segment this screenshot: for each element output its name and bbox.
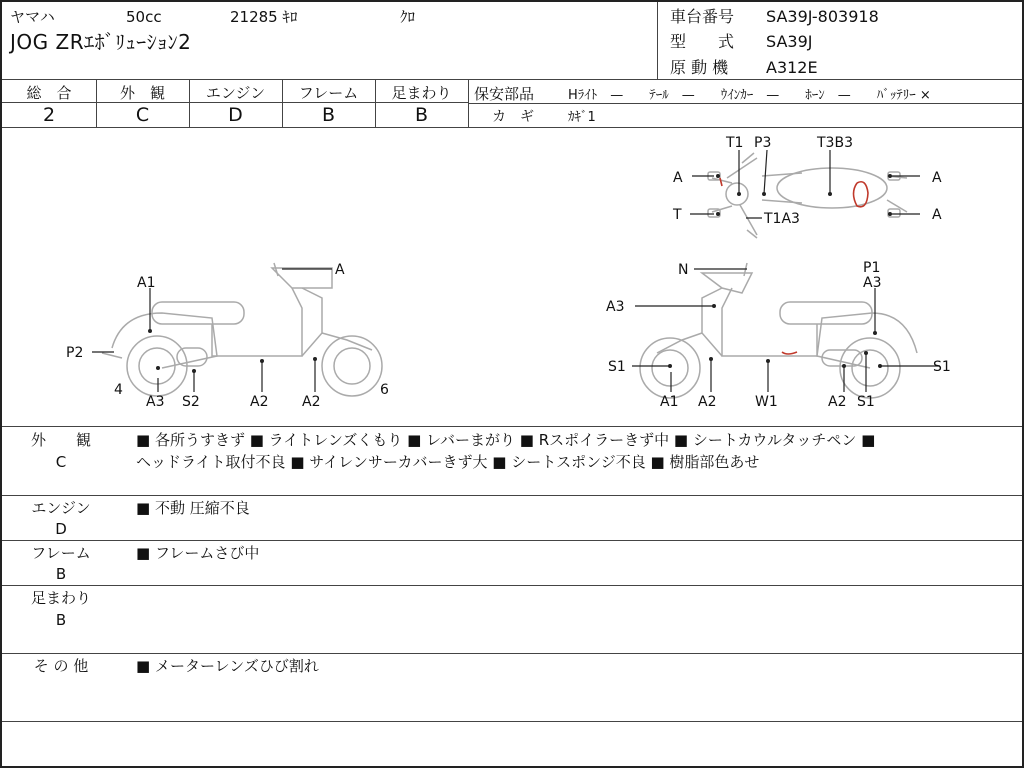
model-type: SA39J bbox=[766, 32, 813, 51]
notes-frame-label: フレーム bbox=[31, 544, 91, 562]
label-s1-right-front: S1 bbox=[608, 359, 626, 375]
label-a3-right-top: A3 bbox=[863, 275, 882, 291]
label-t-left: T bbox=[673, 207, 682, 223]
engine-model-label: 原 動 機 bbox=[670, 58, 729, 77]
frame-number: SA39J-803918 bbox=[766, 7, 879, 26]
label-a1-right: A1 bbox=[660, 394, 679, 410]
model-type-label: 型 式 bbox=[670, 32, 735, 51]
label-a-left-top: A bbox=[335, 262, 345, 278]
label-p2: P2 bbox=[66, 345, 84, 361]
safety-parts-items: Hﾗｲﾄ — ﾃｰﾙ — ｳｲﾝｶｰ — ﾎｰﾝ — ﾊﾞｯﾃﾘｰ × bbox=[568, 88, 931, 103]
damage-mark-seat bbox=[854, 182, 869, 207]
notes-frame-grade: B bbox=[55, 565, 67, 583]
grade-frame-value: B bbox=[321, 104, 336, 126]
frame-number-label: 車台番号 bbox=[670, 7, 735, 26]
notes-suspension-grade: B bbox=[55, 611, 67, 629]
grade-total-value: 2 bbox=[42, 104, 56, 126]
label-s1-right-bottom: S1 bbox=[857, 394, 875, 410]
label-s1-right-rear: S1 bbox=[933, 359, 951, 375]
label-a3-left: A3 bbox=[146, 394, 165, 410]
model-name: JOG ZRｴﾎﾞﾘｭｰｼｮﾝ2 bbox=[10, 30, 192, 54]
notes-exterior-label: 外 観 bbox=[30, 431, 91, 449]
notes-engine-grade: D bbox=[55, 520, 67, 538]
notes-other-line1: ■ メーターレンズひび割れ bbox=[136, 657, 319, 675]
notes-engine-line1: ■ 不動 圧縮不良 bbox=[136, 499, 250, 517]
maker: ヤマハ bbox=[10, 8, 55, 26]
label-a1-left: A1 bbox=[137, 275, 156, 291]
label-n: N bbox=[678, 262, 689, 278]
damage-mark-side bbox=[782, 352, 797, 354]
key-value: ｶｷﾞ1 bbox=[568, 110, 596, 125]
notes-other-label: そ の 他 bbox=[33, 657, 89, 675]
engine-model: A312E bbox=[766, 58, 818, 77]
grade-engine-label: エンジン bbox=[205, 84, 266, 102]
label-p1: P1 bbox=[863, 260, 881, 276]
mileage: 21285 ｷﾛ bbox=[230, 8, 298, 26]
label-p3: P3 bbox=[754, 135, 772, 151]
label-a2-right-rear: A2 bbox=[828, 394, 847, 410]
notes-exterior-line2: ヘッドライト取付不良 ■ サイレンサーカバーきず大 ■ シートスポンジ不良 ■ 樹脂部色あせ bbox=[136, 453, 760, 471]
label-w1: W1 bbox=[755, 394, 778, 410]
notes-frame-line1: ■ フレームさび中 bbox=[136, 544, 260, 562]
label-a3-right-front: A3 bbox=[606, 299, 625, 315]
damage-mark-lever bbox=[720, 178, 722, 186]
grade-suspension-label: 足まわり bbox=[391, 84, 452, 102]
grade-exterior-value: C bbox=[135, 104, 150, 126]
label-t1a3: T1A3 bbox=[764, 211, 800, 227]
label-a-bottom-right: A bbox=[932, 207, 942, 223]
key-label: カ ギ bbox=[492, 109, 534, 125]
notes-exterior-grade: C bbox=[55, 453, 67, 471]
notes-engine-label: エンジン bbox=[31, 499, 91, 517]
label-a2-right-front: A2 bbox=[698, 394, 717, 410]
label-t3b3: T3B3 bbox=[817, 135, 853, 151]
grade-frame-label: フレーム bbox=[298, 84, 359, 102]
safety-parts-label: 保安部品 bbox=[474, 85, 535, 103]
grade-suspension-value: B bbox=[414, 104, 429, 126]
grade-exterior-label: 外 観 bbox=[119, 84, 165, 102]
notes-exterior-line1: ■ 各所うすきず ■ ライトレンズくもり ■ レバーまがり ■ Rスポイラーきず中 ■ シートカウルタッチペン ■ bbox=[136, 431, 876, 449]
label-a2-left-mid: A2 bbox=[250, 394, 269, 410]
label-a-top-left: A bbox=[673, 170, 683, 186]
damage-diagram bbox=[2, 128, 1022, 426]
label-s2: S2 bbox=[182, 394, 200, 410]
grade-total-label: 総 合 bbox=[26, 84, 72, 102]
grade-engine-value: D bbox=[228, 104, 243, 126]
label-num6: 6 bbox=[380, 382, 389, 398]
notes-suspension-label: 足まわり bbox=[30, 589, 91, 607]
label-num4: 4 bbox=[114, 382, 123, 398]
label-a-top-right: A bbox=[932, 170, 942, 186]
label-t1: T1 bbox=[726, 135, 744, 151]
displacement: 50cc bbox=[126, 8, 162, 26]
color: ｸﾛ bbox=[400, 8, 416, 26]
label-a2-left-front: A2 bbox=[302, 394, 321, 410]
